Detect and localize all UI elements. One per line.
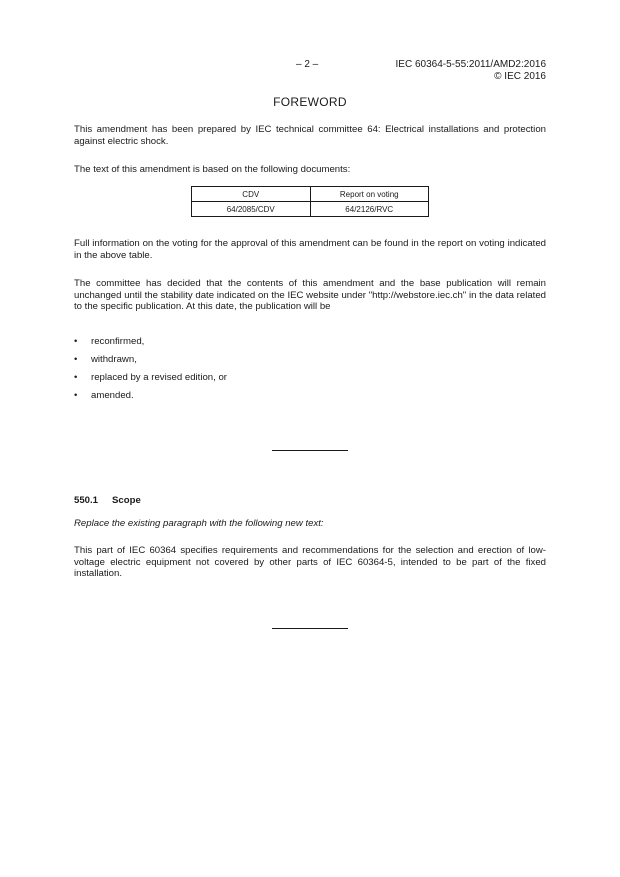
bullet-icon: •: [74, 372, 78, 383]
list-item: [74, 372, 227, 390]
voting-documents-table: [191, 186, 429, 217]
intro-paragraph: This amendment has been prepared by IEC technical committee 64: Electrical installations and protection against electric shock.: [74, 124, 546, 147]
end-divider: [272, 628, 348, 629]
section-number: 550.1: [74, 495, 99, 506]
amendment-instruction: Replace the existing paragraph with the following new text:: [74, 518, 324, 529]
table-header-cell: CDV: [192, 187, 311, 202]
list-item: [74, 354, 227, 372]
voting-paragraph: Full information on the voting for the approval of this amendment can be found in the report on voting indicated in the above table.: [74, 238, 546, 261]
section-title: Scope: [112, 495, 141, 506]
table-header-cell: Report on voting: [310, 187, 429, 202]
table-row: [192, 202, 429, 217]
list-item: [74, 336, 227, 354]
document-header: [396, 59, 546, 83]
table-cell: 64/2126/RVC: [310, 202, 429, 217]
bullet-icon: •: [74, 336, 78, 347]
publication-options-list: [74, 336, 227, 408]
bullet-icon: •: [74, 354, 78, 365]
section-heading: [74, 495, 141, 506]
bullet-icon: •: [74, 390, 78, 401]
scope-paragraph: This part of IEC 60364 specifies requirements and recommendations for the selection and erection of low-voltage electric equipment not covered by other parts of IEC 60364-5, intended to be part of the fixed installation.: [74, 545, 546, 580]
section-divider: [272, 450, 348, 451]
table-cell: 64/2085/CDV: [192, 202, 311, 217]
copyright-notice: © IEC 2016: [494, 71, 546, 82]
documents-paragraph: The text of this amendment is based on the following documents:: [74, 164, 351, 175]
list-item-text: amended.: [91, 390, 134, 401]
list-item-text: replaced by a revised edition, or: [91, 372, 227, 383]
table-header-row: [192, 187, 429, 202]
list-item-text: reconfirmed,: [91, 336, 145, 347]
list-item: [74, 390, 227, 408]
document-id: IEC 60364-5-55:2011/AMD2:2016: [395, 59, 546, 70]
committee-paragraph: The committee has decided that the contents of this amendment and the base publication will remain unchanged until the stability date indicated on the IEC website under "http://webstore.iec.ch" in the data related to the specific publication. At this date, the publication will be: [74, 278, 546, 313]
page-title: FOREWORD: [273, 95, 347, 109]
page-number: – 2 –: [296, 59, 319, 70]
list-item-text: withdrawn,: [91, 354, 137, 365]
